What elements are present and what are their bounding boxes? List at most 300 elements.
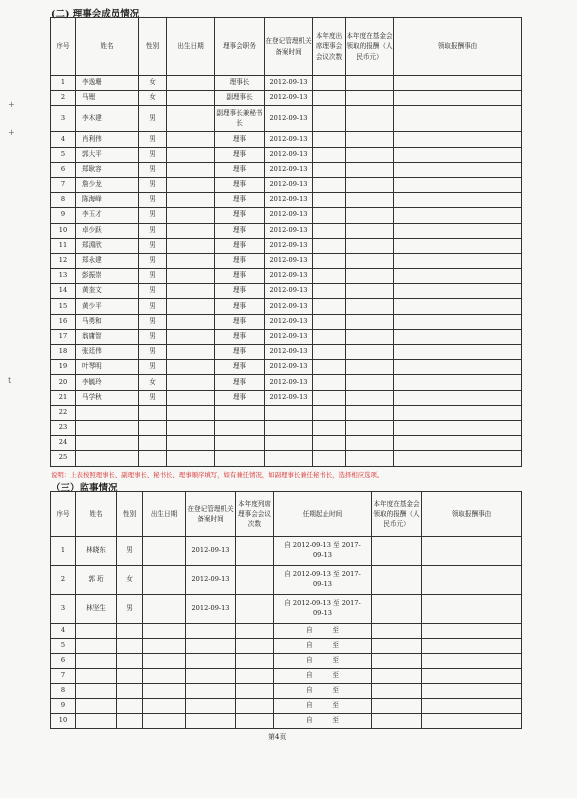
table-row — [51, 223, 522, 238]
table-row — [51, 390, 522, 405]
member-name: 黄少平 — [76, 299, 139, 314]
member-compensation-reason — [394, 284, 522, 299]
member-compensation — [346, 147, 394, 162]
member-gender: 男 — [139, 314, 167, 329]
member-meeting-count — [313, 299, 346, 314]
member-birth-date — [167, 132, 215, 147]
supervisor-term — [274, 669, 372, 684]
member-compensation-reason — [394, 360, 522, 375]
member-birth-date — [167, 299, 215, 314]
member-compensation — [346, 390, 394, 405]
member-filing-date: 2012-09-13 — [265, 253, 313, 268]
member-name: 马锂 — [76, 91, 139, 106]
supervisor-birth-date — [143, 654, 186, 669]
supervisor-name — [76, 714, 117, 729]
member-compensation — [346, 360, 394, 375]
member-gender — [139, 420, 167, 435]
row-index: 19 — [51, 360, 76, 375]
member-name: 李逸珊 — [76, 76, 139, 91]
table-row — [51, 177, 522, 192]
row-index: 9 — [51, 699, 76, 714]
member-birth-date — [167, 106, 215, 132]
header-term: 任期起止时间 — [274, 492, 372, 537]
term-line: 09-13 — [312, 551, 332, 559]
supervisor-name — [76, 669, 117, 684]
supervisor-attendance-count — [236, 595, 274, 624]
supervisor-name — [76, 699, 117, 714]
member-name: 卓少跃 — [76, 223, 139, 238]
member-filing-date — [265, 451, 313, 466]
supervisor-compensation — [372, 669, 422, 684]
supervisor-gender: 男 — [117, 595, 143, 624]
member-position: 理事 — [215, 360, 265, 375]
section-title-board: (二) 理事会成员情况 — [51, 9, 140, 20]
member-birth-date — [167, 253, 215, 268]
row-index: 17 — [51, 329, 76, 344]
supervisor-birth-date — [143, 639, 186, 654]
table-row — [51, 375, 522, 390]
board-members-table — [50, 17, 522, 467]
member-meeting-count — [313, 106, 346, 132]
member-position: 理事长 — [215, 76, 265, 91]
row-index: 15 — [51, 299, 76, 314]
header-compensation: 本年度在基金会领取的报酬（人民币元） — [346, 18, 394, 76]
member-compensation — [346, 299, 394, 314]
row-index: 7 — [51, 669, 76, 684]
row-index: 25 — [51, 451, 76, 466]
member-birth-date — [167, 451, 215, 466]
row-index: 6 — [51, 162, 76, 177]
member-compensation-reason — [394, 91, 522, 106]
supervisor-attendance-count — [236, 714, 274, 729]
member-name: 马学秋 — [76, 390, 139, 405]
member-compensation — [346, 177, 394, 192]
table-row — [51, 595, 522, 624]
member-meeting-count — [313, 208, 346, 223]
term-line: 自 2012-09-13 至 2017- — [284, 541, 361, 550]
header-name: 姓名 — [76, 492, 117, 537]
member-compensation-reason — [394, 177, 522, 192]
row-index: 5 — [51, 147, 76, 162]
supervisor-filing-date: 2012-09-13 — [186, 566, 236, 595]
table-row — [51, 299, 522, 314]
member-gender: 女 — [139, 375, 167, 390]
member-meeting-count — [313, 253, 346, 268]
row-index: 18 — [51, 345, 76, 360]
member-compensation-reason — [394, 106, 522, 132]
supervisor-compensation-reason — [422, 639, 522, 654]
member-name — [76, 420, 139, 435]
member-filing-date: 2012-09-13 — [265, 345, 313, 360]
row-index: 10 — [51, 714, 76, 729]
member-compensation-reason — [394, 132, 522, 147]
member-filing-date: 2012-09-13 — [265, 147, 313, 162]
member-meeting-count — [313, 76, 346, 91]
row-index: 1 — [51, 537, 76, 566]
member-filing-date: 2012-09-13 — [265, 375, 313, 390]
supervisor-gender — [117, 639, 143, 654]
member-compensation-reason — [394, 147, 522, 162]
member-compensation — [346, 238, 394, 253]
table-row — [51, 684, 522, 699]
supervisor-attendance-count — [236, 537, 274, 566]
member-filing-date — [265, 405, 313, 420]
member-compensation-reason — [394, 345, 522, 360]
row-index: 6 — [51, 654, 76, 669]
member-gender — [139, 405, 167, 420]
supervisor-compensation-reason — [422, 654, 522, 669]
member-gender — [139, 451, 167, 466]
member-birth-date — [167, 269, 215, 284]
member-compensation-reason — [394, 314, 522, 329]
supervisor-term — [274, 624, 372, 639]
row-index: 3 — [51, 106, 76, 132]
supervisor-filing-date: 2012-09-13 — [186, 537, 236, 566]
supervisor-term — [274, 684, 372, 699]
row-index: 16 — [51, 314, 76, 329]
member-filing-date: 2012-09-13 — [265, 223, 313, 238]
member-birth-date — [167, 147, 215, 162]
supervisor-compensation — [372, 639, 422, 654]
term-line: 09-13 — [312, 609, 332, 617]
row-index: 23 — [51, 420, 76, 435]
header-gender: 性别 — [117, 492, 143, 537]
supervisor-attendance-count — [236, 669, 274, 684]
member-birth-date — [167, 405, 215, 420]
table-row — [51, 669, 522, 684]
header-filing-date: 在登记管理机关备案时间 — [265, 18, 313, 76]
supervisor-name: 郭 珩 — [76, 566, 117, 595]
member-birth-date — [167, 223, 215, 238]
member-compensation-reason — [394, 405, 522, 420]
member-compensation-reason — [394, 299, 522, 314]
supervisor-term — [274, 699, 372, 714]
member-birth-date — [167, 420, 215, 435]
supervisor-name — [76, 654, 117, 669]
term-line: 自 至 — [306, 641, 339, 650]
member-filing-date: 2012-09-13 — [265, 390, 313, 405]
member-birth-date — [167, 314, 215, 329]
member-compensation-reason — [394, 375, 522, 390]
row-index: 12 — [51, 253, 76, 268]
term-line: 自 至 — [306, 701, 339, 710]
supervisors-table — [50, 491, 522, 729]
member-compensation-reason — [394, 253, 522, 268]
member-compensation — [346, 436, 394, 451]
member-position: 理事 — [215, 208, 265, 223]
member-gender: 男 — [139, 162, 167, 177]
member-compensation — [346, 405, 394, 420]
member-gender: 女 — [139, 76, 167, 91]
member-position: 副理事长 — [215, 91, 265, 106]
member-name: 肖利伟 — [76, 132, 139, 147]
page-number: 第4页 — [268, 733, 287, 741]
member-filing-date: 2012-09-13 — [265, 162, 313, 177]
supervisor-birth-date — [143, 669, 186, 684]
table-row — [51, 208, 522, 223]
member-name — [76, 451, 139, 466]
member-birth-date — [167, 329, 215, 344]
row-index: 24 — [51, 436, 76, 451]
supervisor-compensation-reason — [422, 566, 522, 595]
member-compensation-reason — [394, 238, 522, 253]
member-compensation — [346, 162, 394, 177]
member-position: 理事 — [215, 299, 265, 314]
member-meeting-count — [313, 91, 346, 106]
member-name — [76, 436, 139, 451]
section-title-supervisors: （三）监事情况 — [51, 483, 118, 494]
table-row — [51, 106, 522, 132]
table-row — [51, 436, 522, 451]
member-compensation-reason — [394, 390, 522, 405]
supervisor-filing-date — [186, 639, 236, 654]
supervisor-filing-date — [186, 714, 236, 729]
member-gender — [139, 436, 167, 451]
row-index: 8 — [51, 684, 76, 699]
table-row — [51, 699, 522, 714]
member-gender: 男 — [139, 208, 167, 223]
member-birth-date — [167, 284, 215, 299]
member-position — [215, 420, 265, 435]
supervisor-gender — [117, 699, 143, 714]
supervisor-filing-date — [186, 684, 236, 699]
table-row — [51, 329, 522, 344]
member-compensation — [346, 329, 394, 344]
supervisor-birth-date — [143, 684, 186, 699]
member-compensation — [346, 420, 394, 435]
member-compensation — [346, 253, 394, 268]
member-compensation — [346, 345, 394, 360]
supervisor-gender: 男 — [117, 537, 143, 566]
member-meeting-count — [313, 390, 346, 405]
supervisor-compensation-reason — [422, 714, 522, 729]
supervisor-attendance-count — [236, 566, 274, 595]
table-row — [51, 420, 522, 435]
supervisor-attendance-count — [236, 639, 274, 654]
scan-mark: + — [8, 128, 15, 137]
supervisor-filing-date — [186, 624, 236, 639]
member-filing-date: 2012-09-13 — [265, 269, 313, 284]
table-row — [51, 238, 522, 253]
member-position — [215, 451, 265, 466]
member-compensation-reason — [394, 208, 522, 223]
supervisor-compensation — [372, 624, 422, 639]
table-row — [51, 639, 522, 654]
member-position: 副理事长兼秘书长 — [215, 106, 265, 132]
supervisor-attendance-count — [236, 624, 274, 639]
member-compensation — [346, 284, 394, 299]
member-position: 理事 — [215, 314, 265, 329]
table-row — [51, 193, 522, 208]
header-attendance-count: 本年度列席理事会会议次数 — [236, 492, 274, 537]
supervisor-compensation-reason — [422, 595, 522, 624]
supervisor-filing-date — [186, 669, 236, 684]
supervisor-compensation — [372, 684, 422, 699]
member-name: 郑永建 — [76, 253, 139, 268]
member-birth-date — [167, 375, 215, 390]
member-birth-date — [167, 360, 215, 375]
table-row — [51, 76, 522, 91]
table-row — [51, 284, 522, 299]
member-compensation — [346, 76, 394, 91]
member-filing-date: 2012-09-13 — [265, 76, 313, 91]
row-index: 7 — [51, 177, 76, 192]
term-line: 自 至 — [306, 686, 339, 695]
member-meeting-count — [313, 345, 346, 360]
member-birth-date — [167, 238, 215, 253]
member-meeting-count — [313, 329, 346, 344]
table-row — [51, 345, 522, 360]
term-line: 自 2012-09-13 至 2017- — [284, 570, 361, 579]
member-filing-date: 2012-09-13 — [265, 314, 313, 329]
member-compensation-reason — [394, 420, 522, 435]
table-row — [51, 253, 522, 268]
member-birth-date — [167, 345, 215, 360]
supervisor-name — [76, 684, 117, 699]
supervisor-compensation — [372, 595, 422, 624]
table-row — [51, 537, 522, 566]
member-gender: 男 — [139, 106, 167, 132]
member-meeting-count — [313, 436, 346, 451]
header-meeting-count: 本年度出席理事会会议次数 — [313, 18, 346, 76]
member-compensation-reason — [394, 436, 522, 451]
member-compensation — [346, 314, 394, 329]
supervisor-term — [274, 654, 372, 669]
member-name: 黄奎文 — [76, 284, 139, 299]
table-row — [51, 566, 522, 595]
member-position — [215, 405, 265, 420]
member-position: 理事 — [215, 223, 265, 238]
member-position: 理事 — [215, 390, 265, 405]
member-name: 李木建 — [76, 106, 139, 132]
supervisor-name — [76, 624, 117, 639]
header-birth-date: 出生日期 — [143, 492, 186, 537]
row-index: 11 — [51, 238, 76, 253]
member-compensation-reason — [394, 162, 522, 177]
table-row — [51, 654, 522, 669]
table-row — [51, 451, 522, 466]
table-row — [51, 624, 522, 639]
table-row — [51, 269, 522, 284]
member-position: 理事 — [215, 284, 265, 299]
term-line: 09-13 — [312, 580, 332, 588]
member-meeting-count — [313, 269, 346, 284]
supervisor-birth-date — [143, 714, 186, 729]
row-index: 3 — [51, 595, 76, 624]
table-row — [51, 360, 522, 375]
member-gender: 男 — [139, 329, 167, 344]
member-compensation — [346, 91, 394, 106]
member-compensation — [346, 193, 394, 208]
member-filing-date — [265, 436, 313, 451]
member-compensation-reason — [394, 193, 522, 208]
member-gender: 男 — [139, 238, 167, 253]
member-meeting-count — [313, 375, 346, 390]
member-gender: 女 — [139, 91, 167, 106]
row-index: 8 — [51, 193, 76, 208]
supervisor-compensation-reason — [422, 537, 522, 566]
supervisor-gender — [117, 654, 143, 669]
member-compensation — [346, 223, 394, 238]
supervisor-birth-date — [143, 566, 186, 595]
row-index: 14 — [51, 284, 76, 299]
member-meeting-count — [313, 451, 346, 466]
supervisor-compensation — [372, 566, 422, 595]
member-filing-date: 2012-09-13 — [265, 329, 313, 344]
member-meeting-count — [313, 177, 346, 192]
member-name: 陈海峰 — [76, 193, 139, 208]
supervisor-term — [274, 714, 372, 729]
supervisor-birth-date — [143, 699, 186, 714]
header-index: 序号 — [51, 492, 76, 537]
table-row — [51, 714, 522, 729]
table-row — [51, 405, 522, 420]
supervisor-compensation — [372, 537, 422, 566]
row-index: 13 — [51, 269, 76, 284]
member-meeting-count — [313, 193, 346, 208]
header-board-position: 理事会职务 — [215, 18, 265, 76]
member-gender: 男 — [139, 284, 167, 299]
member-name — [76, 405, 139, 420]
member-meeting-count — [313, 223, 346, 238]
member-name: 李玉才 — [76, 208, 139, 223]
row-index: 21 — [51, 390, 76, 405]
supervisor-term — [274, 566, 372, 595]
member-compensation-reason — [394, 223, 522, 238]
member-compensation — [346, 208, 394, 223]
member-name: 彭振崇 — [76, 269, 139, 284]
table-row — [51, 147, 522, 162]
member-name: 郑淵欣 — [76, 238, 139, 253]
member-position: 理事 — [215, 329, 265, 344]
member-gender: 男 — [139, 132, 167, 147]
supervisor-attendance-count — [236, 684, 274, 699]
header-birth-date: 出生日期 — [167, 18, 215, 76]
supervisor-birth-date — [143, 624, 186, 639]
header-compensation: 本年度在基金会领取的报酬（人民币元） — [372, 492, 422, 537]
member-meeting-count — [313, 405, 346, 420]
member-filing-date: 2012-09-13 — [265, 238, 313, 253]
member-position: 理事 — [215, 253, 265, 268]
supervisor-name: 林坚生 — [76, 595, 117, 624]
member-position: 理事 — [215, 132, 265, 147]
member-meeting-count — [313, 360, 346, 375]
member-position: 理事 — [215, 375, 265, 390]
member-gender: 男 — [139, 299, 167, 314]
supervisor-name — [76, 639, 117, 654]
member-compensation-reason — [394, 329, 522, 344]
member-filing-date: 2012-09-13 — [265, 193, 313, 208]
member-name: 张廷伟 — [76, 345, 139, 360]
member-compensation-reason — [394, 76, 522, 91]
supervisor-compensation — [372, 714, 422, 729]
member-birth-date — [167, 390, 215, 405]
member-position — [215, 436, 265, 451]
header-index: 序号 — [51, 18, 76, 76]
supervisor-attendance-count — [236, 699, 274, 714]
term-line: 自 至 — [306, 671, 339, 680]
member-name: 詹少龙 — [76, 177, 139, 192]
member-name: 马勇和 — [76, 314, 139, 329]
member-filing-date: 2012-09-13 — [265, 208, 313, 223]
member-filing-date: 2012-09-13 — [265, 299, 313, 314]
row-index: 9 — [51, 208, 76, 223]
table-row — [51, 314, 522, 329]
row-index: 2 — [51, 91, 76, 106]
term-line: 自 至 — [306, 716, 339, 725]
member-birth-date — [167, 91, 215, 106]
table-row — [51, 132, 522, 147]
